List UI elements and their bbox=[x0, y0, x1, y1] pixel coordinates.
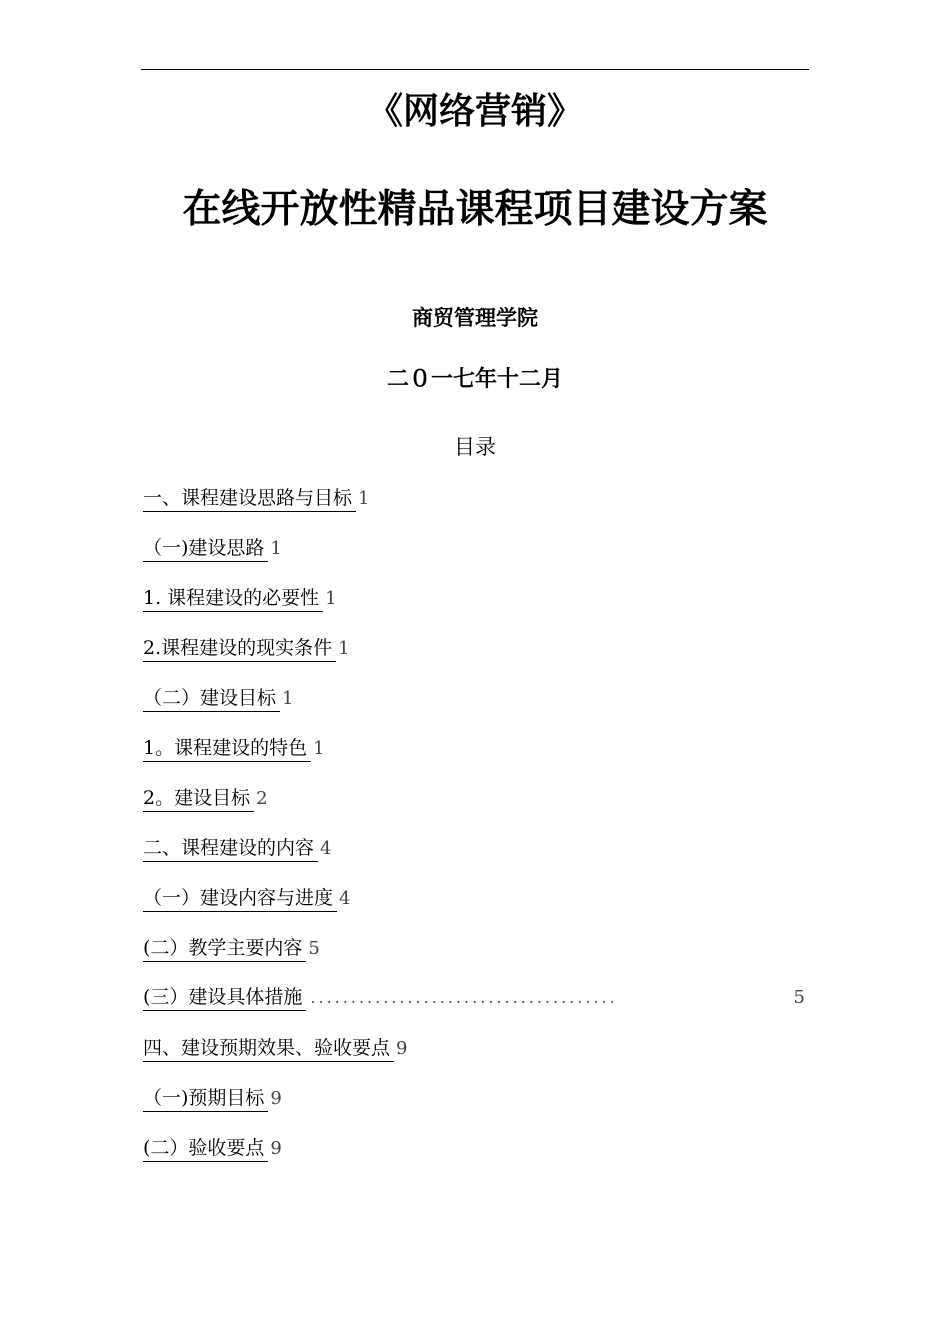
toc-entry-label: （一）建设内容与进度 bbox=[143, 885, 337, 912]
document-title-line-1: 《网络营销》 bbox=[366, 91, 583, 132]
toc-entry-page: 9 bbox=[396, 1038, 408, 1059]
toc-entry[interactable] bbox=[143, 833, 811, 883]
toc-entry[interactable] bbox=[143, 883, 811, 933]
toc-entry-page: 1 bbox=[358, 488, 370, 509]
toc-entry-page: 5 bbox=[793, 987, 805, 1008]
toc-entry-page: 1 bbox=[338, 638, 350, 659]
college-name: 商贸管理学院 bbox=[412, 306, 538, 330]
toc-entry-label: （二）建设目标 bbox=[143, 685, 280, 712]
toc-entry-label: (二）教学主要内容 bbox=[143, 935, 306, 962]
top-rule bbox=[141, 69, 809, 70]
toc-entry-page: 1 bbox=[270, 538, 282, 559]
toc-entry-page: 1 bbox=[325, 588, 337, 609]
toc-entry-page: 5 bbox=[308, 938, 320, 959]
document-date: 二０一七年十二月 bbox=[386, 367, 563, 392]
toc-entry-page: 4 bbox=[320, 838, 332, 859]
toc-entry[interactable] bbox=[143, 483, 811, 533]
toc-entry-page: 1 bbox=[313, 738, 325, 759]
toc-entry-label: （一)预期目标 bbox=[143, 1085, 268, 1112]
toc-entry-label: 一、课程建设思路与目标 bbox=[143, 485, 356, 512]
toc-entry-label: 1。课程建设的特色 bbox=[143, 735, 311, 762]
toc-entry-label: 1. 课程建设的必要性 bbox=[143, 585, 323, 612]
toc-entry[interactable] bbox=[143, 683, 811, 733]
toc-entry[interactable] bbox=[143, 533, 811, 583]
toc-entry[interactable] bbox=[143, 583, 811, 633]
toc-entry-label: (三）建设具体措施 bbox=[143, 984, 306, 1011]
toc-entry[interactable] bbox=[143, 933, 811, 983]
toc-entry-page: 2 bbox=[256, 788, 268, 809]
toc-entry-label: 四、建设预期效果、验收要点 bbox=[143, 1035, 394, 1062]
toc-entry-label: 二、课程建设的内容 bbox=[143, 835, 318, 862]
toc-entry[interactable] bbox=[143, 1083, 811, 1133]
toc-entry[interactable] bbox=[143, 783, 811, 833]
document-title-line-2: 在线开放性精品课程项目建设方案 bbox=[182, 187, 768, 232]
toc-entry-page: 4 bbox=[339, 888, 351, 909]
toc-entry-label: 2.课程建设的现实条件 bbox=[143, 635, 336, 662]
toc-entry[interactable] bbox=[143, 983, 805, 1033]
toc-entry-label: （一)建设思路 bbox=[143, 535, 268, 562]
table-of-contents bbox=[143, 483, 811, 1183]
toc-entry[interactable] bbox=[143, 633, 811, 683]
toc-entry[interactable] bbox=[143, 1033, 811, 1083]
toc-dot-leader: ...................................... bbox=[310, 988, 618, 1007]
toc-entry-page: 9 bbox=[270, 1088, 282, 1109]
toc-entry[interactable] bbox=[143, 733, 811, 783]
toc-entry-label: 2。建设目标 bbox=[143, 785, 254, 812]
toc-heading: 目录 bbox=[454, 435, 496, 459]
toc-entry-label: (二）验收要点 bbox=[143, 1135, 268, 1162]
toc-entry-page: 1 bbox=[282, 688, 294, 709]
toc-entry-page: 9 bbox=[270, 1138, 282, 1159]
toc-entry[interactable] bbox=[143, 1133, 811, 1183]
